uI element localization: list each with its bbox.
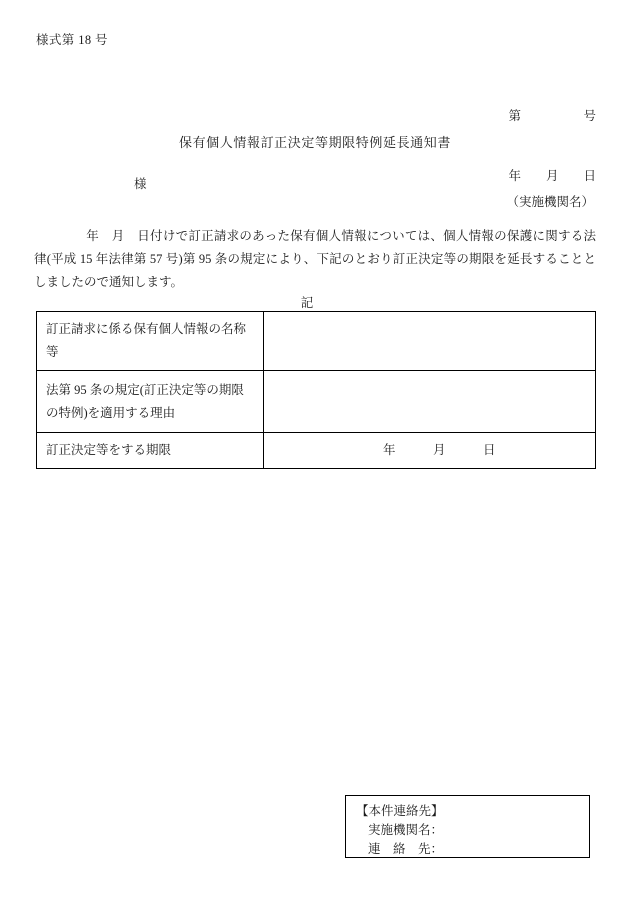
document-date-line: 年 月 日 bbox=[508, 169, 596, 183]
contact-box bbox=[345, 795, 590, 858]
deadline-date-slot: 年 月 日 bbox=[383, 443, 496, 457]
row-label-reason: 法第 95 条の規定(訂正決定等の期限の特例)を適用する理由 bbox=[37, 371, 264, 433]
document-number-line: 第 号 bbox=[508, 109, 596, 123]
issuer-organization: （実施機関名） bbox=[506, 195, 594, 209]
body-paragraph bbox=[34, 225, 596, 294]
detail-table bbox=[36, 311, 596, 469]
row-label-deadline: 訂正決定等をする期限 bbox=[37, 433, 264, 469]
contact-box-title: 【本件連絡先】 bbox=[356, 804, 444, 818]
page-title: 保有個人情報訂正決定等期限特例延長通知書 bbox=[178, 135, 451, 150]
row-label-record-name: 訂正請求に係る保有個人情報の名称等 bbox=[37, 312, 264, 371]
row-value-reason[interactable] bbox=[264, 371, 596, 433]
form-number: 様式第 18 号 bbox=[36, 33, 108, 47]
contact-organization-label: 実施機関名： bbox=[368, 823, 444, 837]
contact-phone-label: 連 絡 先： bbox=[368, 842, 444, 856]
table-row bbox=[37, 312, 596, 371]
addressee-honorific: 様 bbox=[134, 177, 147, 191]
row-value-deadline[interactable] bbox=[264, 433, 596, 469]
table-row bbox=[37, 371, 596, 433]
ki-label: 記 bbox=[300, 296, 314, 310]
row-value-record-name[interactable] bbox=[264, 312, 596, 371]
table-row bbox=[37, 433, 596, 469]
body-paragraph-text: 年 月 日付けで訂正請求のあった保有個人情報については、個人情報の保護に関する法律(平成 15 年法律第 57 号)第 95 条の規定により、下記のとおり訂正決定等の期限を延長することとしましたので通知します。 bbox=[34, 229, 596, 289]
